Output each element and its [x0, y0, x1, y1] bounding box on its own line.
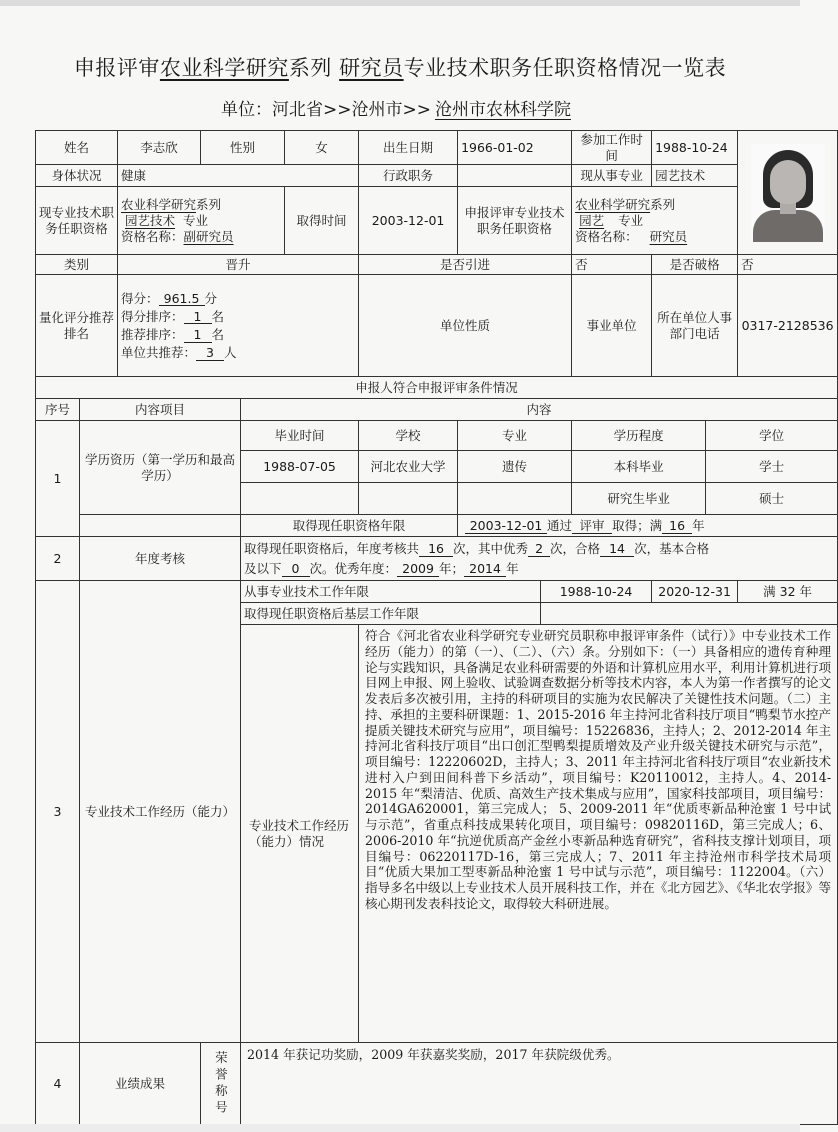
- rank-unit: 名: [211, 326, 225, 342]
- qualification-table: [35, 130, 838, 1125]
- score-rank-value: 1: [184, 310, 212, 325]
- row-achievements: [36, 1043, 838, 1125]
- introduced-value: 否: [572, 255, 652, 275]
- col-level: 学历程度: [572, 421, 706, 451]
- title-prefix: 申报评审: [73, 56, 160, 80]
- annual-qualified: 14: [600, 542, 634, 557]
- annual-text: 次，合格: [550, 541, 601, 557]
- qual-years-obtain: 取得；满: [612, 517, 663, 533]
- edu-no: 1: [36, 421, 80, 537]
- score-prefix: 得分：: [121, 290, 159, 306]
- honor-label: 荣誉称号: [213, 1050, 229, 1117]
- obtain-time-value: 2003-12-01: [359, 187, 458, 255]
- row-headers: [36, 399, 838, 421]
- admin-post-label: 行政职务: [359, 165, 458, 187]
- annual-text: 取得现任职资格后，年度考核共: [244, 541, 420, 557]
- health-value: 健康: [118, 165, 359, 187]
- grassroots-label: 取得现任职资格后基层工作年限: [241, 603, 541, 625]
- qual-years-unit: 年: [692, 517, 705, 533]
- achievements-item: 业绩成果: [80, 1043, 201, 1125]
- work-years-label: 从事专业技术工作年限: [241, 581, 541, 603]
- edu-degree: 学士: [706, 451, 838, 483]
- hr-phone-label: 所在单位人事部门电话: [652, 275, 738, 377]
- annual-excellent: 2: [528, 542, 550, 557]
- row-ranking: [36, 275, 838, 377]
- edu-school: [359, 483, 458, 515]
- category-value: 晋升: [118, 255, 359, 275]
- annual-text: 次，其中优秀: [453, 541, 529, 557]
- apply-qual-major: 园艺: [579, 212, 605, 228]
- unit-nature-label: 单位性质: [359, 275, 572, 377]
- experience-no: 3: [36, 581, 80, 1043]
- header-item: 内容项目: [80, 399, 241, 421]
- name-label: 姓名: [36, 131, 118, 165]
- annual-basic: 0: [282, 562, 310, 577]
- apply-qual-series: 农业科学研究: [575, 197, 651, 213]
- title-level: 研究员: [339, 56, 404, 80]
- qual-years-date: 2003-12-01: [465, 519, 547, 534]
- apply-qual-value: [572, 187, 738, 255]
- obtain-time-label: 取得时间: [285, 187, 359, 255]
- annual-text: 年；: [439, 560, 465, 576]
- qual-years-count: 16: [662, 519, 692, 534]
- annual-no: 2: [36, 537, 80, 581]
- apply-qual-label: 申报评审专业技术职务任职资格: [458, 187, 572, 255]
- annual-content: [241, 537, 838, 581]
- total-prefix: 单位共推荐：: [121, 344, 197, 360]
- current-qual-value: [118, 187, 285, 255]
- col-degree: 学位: [706, 421, 838, 451]
- applicant-photo: [751, 144, 825, 242]
- gender-value: 女: [285, 131, 359, 165]
- score-unit: 分: [204, 290, 218, 306]
- series-suffix: 系列: [650, 197, 676, 213]
- col-major: 专业: [458, 421, 572, 451]
- rec-rank-value: 1: [184, 328, 212, 343]
- title-series: 农业科学研究: [159, 56, 289, 80]
- row-basic-1: [36, 131, 838, 165]
- name-value: 李志欣: [118, 131, 201, 165]
- row-section-title: [36, 377, 838, 399]
- annual-total: 16: [419, 542, 453, 557]
- current-qual-major: 园艺技术: [125, 212, 176, 228]
- page-edge-top: [0, 0, 800, 6]
- title-suffix: 专业技术职务任职资格情况一览表: [403, 56, 727, 80]
- major-suffix: 专业: [183, 212, 209, 228]
- title-mid: 系列: [288, 56, 332, 80]
- unit-label: 单位：河北省>>沧州市>>: [221, 100, 431, 120]
- current-qual-label: 现专业技术职务任职资格: [36, 187, 118, 255]
- qual-years-value: [458, 515, 838, 537]
- current-major-value: 园艺技术: [652, 165, 738, 187]
- ranking-values: [118, 275, 359, 377]
- page-edge-bottom: [0, 1124, 800, 1132]
- series-suffix: 系列: [196, 197, 222, 213]
- experience-text: 符合《河北省农业科学研究专业研究员职称申报评审条件（试行）》中专业技术工作经历（能力）的第（一）、（二）、（六）条。分别如下：（一）具备相应的遗传育种理论与实践知识，具备满足农业科研需要的外语和计算机应用水平，利用计算机进行项目网上申报、网上验收、试验调查数据分析等技术内容，本人为第一作者撰写的论文发表后多次被引用，主持的科研项目的实施为农民解决了关键性技术问题。（二）主持、承担的主要科研课题：1、2015-2016 年主持河北省科技厅项目“鸭梨节水控产提质关键技术研究与应用”，项目编号：15226836，主持人；2、2012-2014 年主持河北省科技厅项目“出口创汇型鸭梨提质增效及产业升级关键技术研究与示范”，项目编号：12220602D，主持人；3、2011 年主持河北省科技厅项目“农业新技术进村入户到田间科普下乡活动”，项目编号：K20110012，主持人。4、2014-2015 年“梨清洁、优质、高效生产技术集成与应用”，国家科技部项目，项目编号：2014GA620001，第三完成人； 5、2009-2011 年“优质枣新品种沧蜜 1 号中试与示范”，省重点科技成果转化项目，项目编号：09820116D，第三完成人；6、2006-2010 年“抗逆优质高产金丝小枣新品种选育研究”，省科技支撑计划项目，项目编号：06220117D-16，第三完成人；7、2011 年主持沧州市科学技术局项目“优质大果加工型枣新品种沧蜜 1 号中试与示范”，项目编号：1122004。（六）指导多名中级以上专业技术人员开展科技工作，并在《北方园艺》、《华北农学报》等核心期刊发表科技论文，取得较大科研进展。: [359, 625, 838, 1043]
- work-to: 2020-12-31: [652, 581, 738, 603]
- score-value: 961.5: [159, 292, 205, 307]
- qual-years-via: 通过: [547, 517, 573, 533]
- qual-years-label: 取得现任职资格年限: [241, 515, 458, 537]
- annual-text: 次，基本合格: [634, 541, 710, 557]
- row-qualifications: [36, 187, 838, 255]
- row-annual: [36, 537, 838, 581]
- apply-qual-name: 研究员: [649, 228, 688, 244]
- qual-name-prefix: 资格名称：: [575, 228, 638, 244]
- col-school: 学校: [359, 421, 458, 451]
- ranking-label: 量化评分推荐排名: [36, 275, 118, 377]
- admin-post-value: [458, 165, 572, 187]
- category-label: 类别: [36, 255, 118, 275]
- major-suffix: 专业: [618, 212, 644, 228]
- birth-label: 出生日期: [359, 131, 458, 165]
- row-basic-2: [36, 165, 838, 187]
- current-qual-name: 副研究员: [183, 228, 234, 244]
- edu-major: 遗传: [458, 451, 572, 483]
- document-title: [0, 52, 800, 82]
- annual-text: 年: [506, 560, 519, 576]
- honor-label-cell: [201, 1043, 241, 1125]
- col-grad-time: 毕业时间: [241, 421, 359, 451]
- row-category: [36, 255, 838, 275]
- birth-value: 1966-01-02: [458, 131, 572, 165]
- unit-line: [0, 95, 800, 120]
- rank-unit: 名: [211, 308, 225, 324]
- photo-cell: [738, 131, 838, 255]
- annual-year2: 2014: [464, 562, 506, 577]
- gender-label: 性别: [201, 131, 285, 165]
- edu-grad-time: 1988-07-05: [241, 451, 359, 483]
- current-qual-series: 农业科学研究: [121, 197, 197, 213]
- current-major-label: 现从事专业: [572, 165, 652, 187]
- honor-text: 2014 年获记功奖励，2009 年获嘉奖奖励，2017 年获院级优秀。: [241, 1043, 838, 1125]
- qual-name-prefix: 资格名称：: [121, 228, 184, 244]
- row-work-years: [36, 581, 838, 603]
- hr-phone-value: 0317-2128536: [738, 275, 838, 377]
- row-qual-years: [36, 515, 838, 537]
- edu-major: [458, 483, 572, 515]
- header-no: 序号: [36, 399, 80, 421]
- experience-sub-label: 专业技术工作经历（能力）情况: [241, 625, 359, 1043]
- exceptional-label: 是否破格: [652, 255, 738, 275]
- achievements-no: 4: [36, 1043, 80, 1125]
- row-edu-headers: [36, 421, 838, 451]
- grassroots-value: [541, 603, 838, 625]
- annual-text: 及以下: [244, 560, 282, 576]
- unit-name: 沧州市农林科学院: [434, 100, 571, 120]
- work-total: 满 32 年: [738, 581, 838, 603]
- total-unit: 人: [224, 344, 237, 360]
- edu-grad-time: [241, 483, 359, 515]
- annual-item: 年度考核: [80, 537, 241, 581]
- health-label: 身体状况: [36, 165, 118, 187]
- introduced-label: 是否引进: [359, 255, 572, 275]
- edu-level: 本科毕业: [572, 451, 706, 483]
- work-from: 1988-10-24: [541, 581, 652, 603]
- edu-school: 河北农业大学: [359, 451, 458, 483]
- edu-item: 学历资历（第一学历和最高学历）: [80, 421, 241, 515]
- rec-rank-prefix: 推荐排序：: [121, 326, 184, 342]
- total-value: 3: [196, 346, 224, 361]
- edu-level: 研究生毕业: [572, 483, 706, 515]
- exceptional-value: 否: [738, 255, 838, 275]
- unit-nature-value: 事业单位: [572, 275, 652, 377]
- annual-text: 次。优秀年度：: [309, 560, 398, 576]
- work-start-value: 1988-10-24: [652, 131, 738, 165]
- experience-item: 专业技术工作经历（能力）: [80, 581, 241, 1043]
- work-start-label: 参加工作时间: [572, 131, 652, 165]
- score-rank-prefix: 得分排序：: [121, 308, 184, 324]
- annual-year1: 2009: [397, 562, 439, 577]
- edu-item-continuation: [80, 515, 241, 537]
- conditions-section-title: 申报人符合申报评审条件情况: [36, 377, 838, 399]
- edu-degree: 硕士: [706, 483, 838, 515]
- qual-years-method: 评审: [572, 519, 612, 534]
- header-content: 内容: [241, 399, 838, 421]
